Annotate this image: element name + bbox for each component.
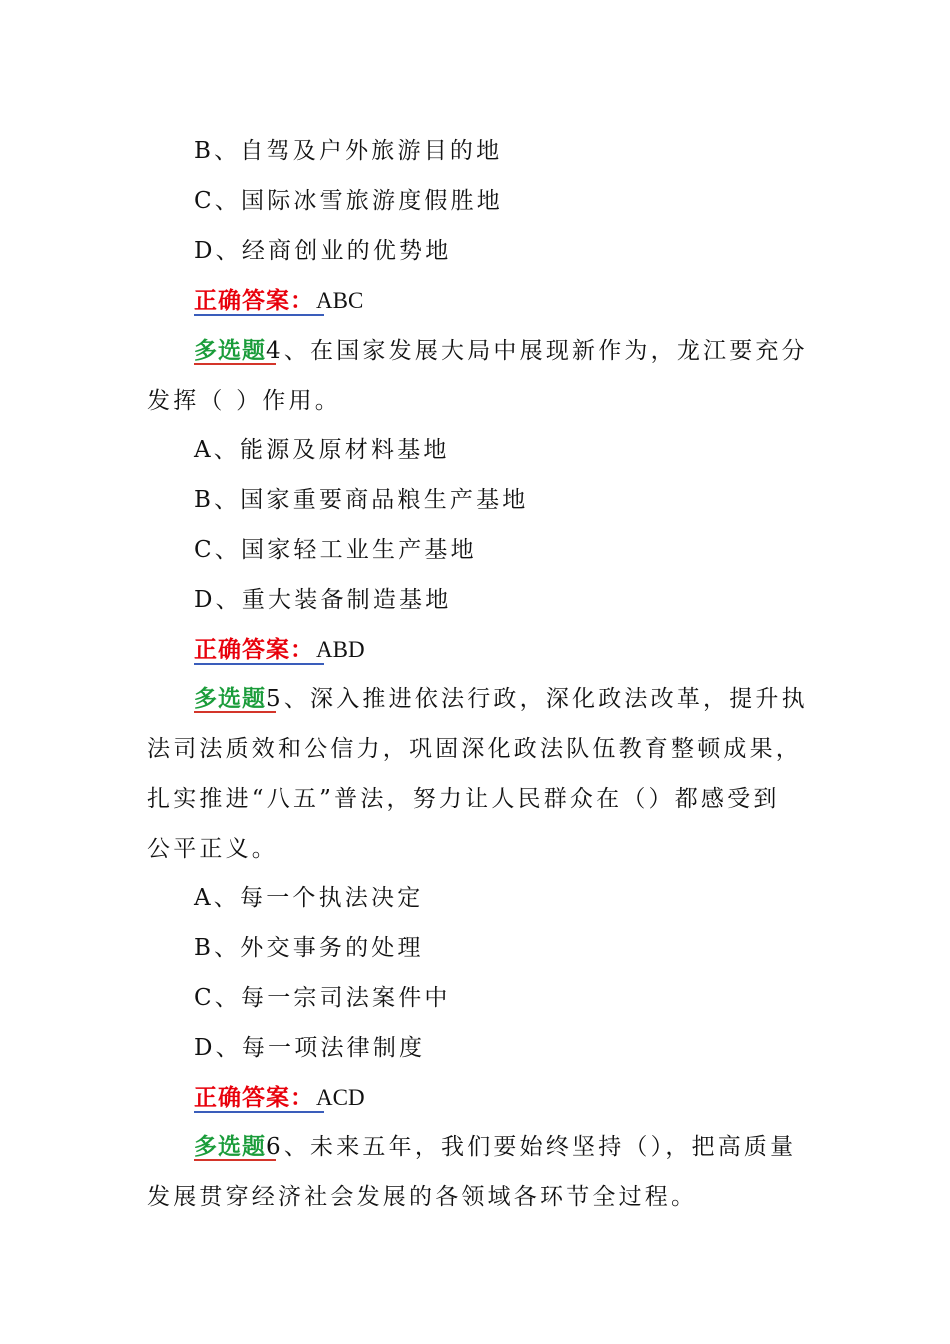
answer-label: 正确答案：: [194, 1085, 314, 1111]
q4-answer-line: [0, 632, 950, 668]
q3-answer-line: [0, 283, 950, 319]
question-type-underline: [194, 711, 276, 713]
q5-option-a: A、每一个执法决定: [194, 885, 424, 911]
answer-underline: [194, 663, 324, 665]
q5-stem-line3: 扎实推进“八五”普法，努力让人民群众在（）都感受到: [147, 786, 780, 812]
question-text: 4、在国家发展大局中展现新作为，龙江要充分: [266, 338, 808, 364]
question-type-underline: [194, 363, 276, 365]
q4-stem-line2: 发挥（ ）作用。: [147, 388, 341, 414]
q3-option-b: B、自驾及户外旅游目的地: [194, 138, 503, 164]
answer-value: ABC: [316, 288, 364, 313]
q5-option-b: B、外交事务的处理: [194, 935, 424, 961]
q5-option-d: D、每一项法律制度: [194, 1035, 426, 1061]
question-text: 6、未来五年，我们要始终坚持（），把高质量: [266, 1134, 797, 1160]
q5-option-c: C、每一宗司法案件中: [194, 985, 451, 1011]
q5-stem-line4: 公平正义。: [147, 836, 278, 862]
q5-stem-line1: [0, 681, 950, 717]
answer-value: ACD: [316, 1085, 365, 1110]
question-type-underline: [194, 1159, 276, 1161]
q6-stem-line2: 发展贯穿经济社会发展的各领域各环节全过程。: [147, 1184, 698, 1210]
q6-stem-line1: [0, 1129, 950, 1165]
q4-option-c: C、国家轻工业生产基地: [194, 537, 477, 563]
question-text: 5、深入推进依法行政，深化政法改革，提升执: [266, 686, 808, 712]
q5-stem-line2: 法司法质效和公信力，巩固深化政法队伍教育整顿成果，: [147, 736, 802, 762]
q4-option-b: B、国家重要商品粮生产基地: [194, 487, 529, 513]
answer-underline: [194, 314, 324, 316]
q5-answer-line: [0, 1080, 950, 1116]
question-type-label: 多选题: [194, 1134, 266, 1160]
q3-option-d: D、经商创业的优势地: [194, 238, 452, 264]
answer-underline: [194, 1111, 324, 1113]
answer-label: 正确答案：: [194, 288, 314, 314]
q4-stem-line1: [0, 333, 950, 369]
answer-value: ABD: [316, 637, 365, 662]
question-type-label: 多选题: [194, 338, 266, 364]
q4-option-d: D、重大装备制造基地: [194, 587, 452, 613]
question-type-label: 多选题: [194, 686, 266, 712]
q3-option-c: C、国际冰雪旅游度假胜地: [194, 188, 503, 214]
answer-label: 正确答案：: [194, 637, 314, 663]
q4-option-a: A、能源及原材料基地: [194, 437, 450, 463]
